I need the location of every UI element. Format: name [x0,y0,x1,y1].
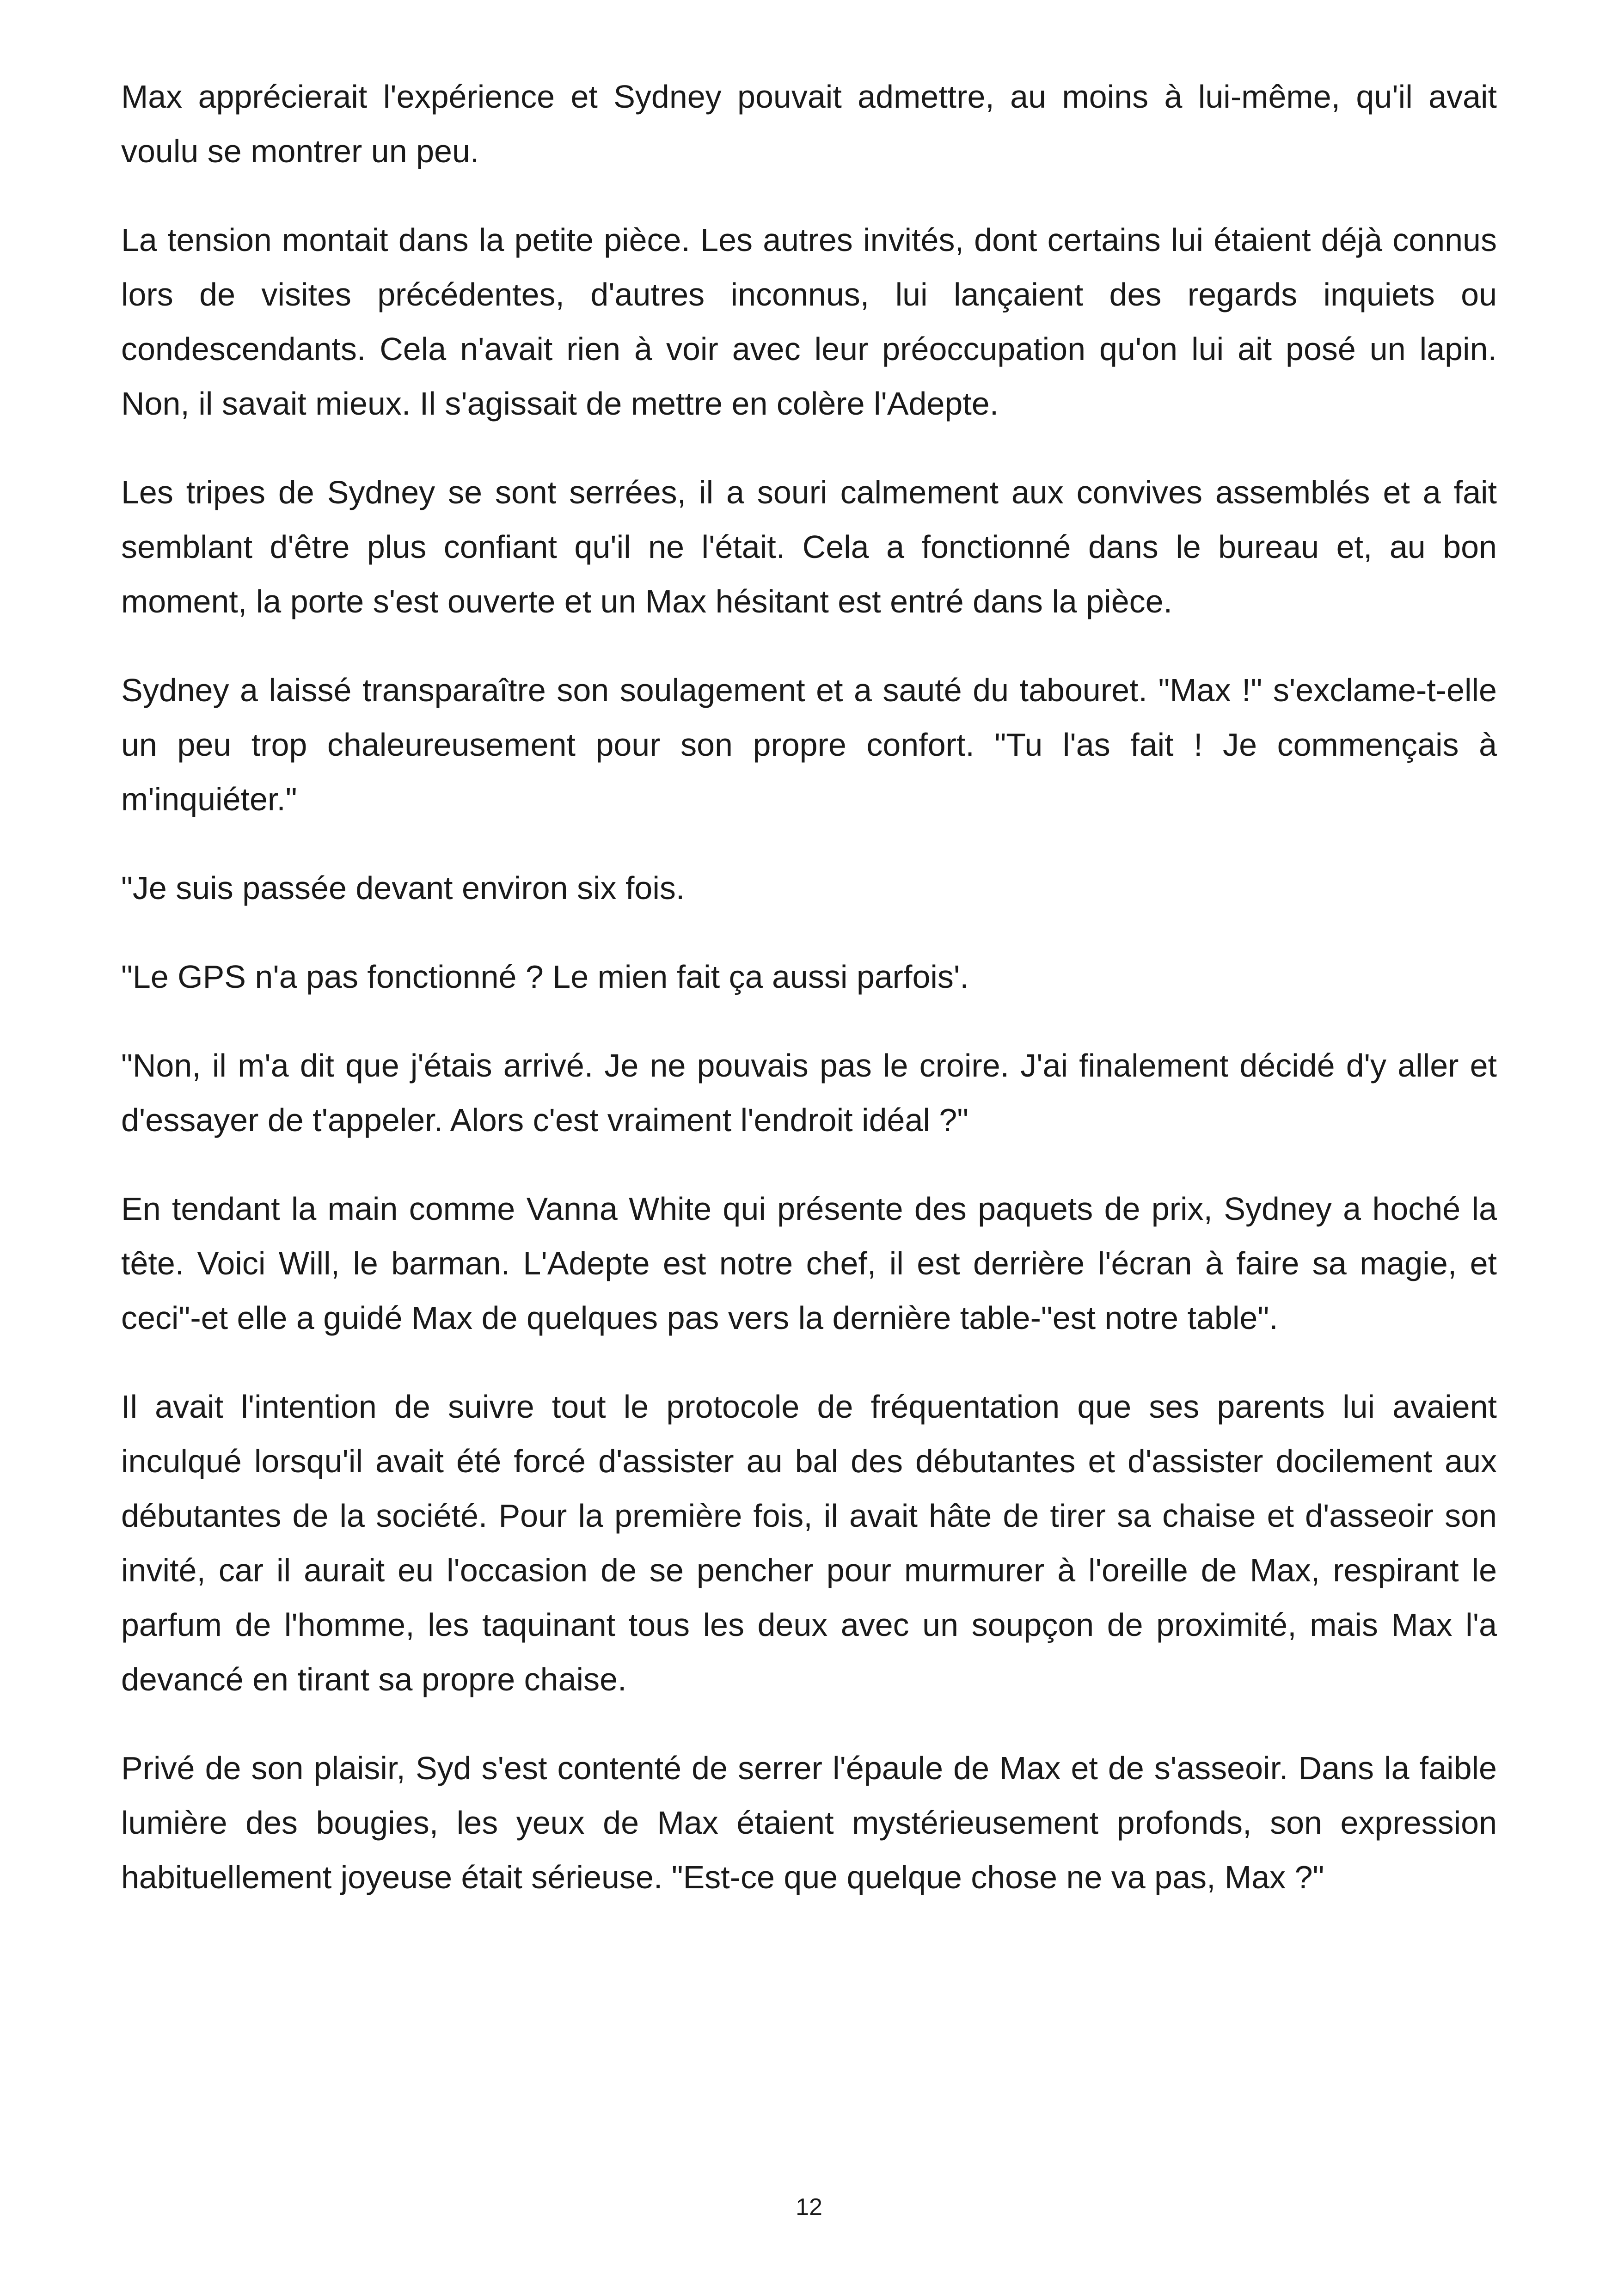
paragraph-8: En tendant la main comme Vanna White qui présente des paquets de prix, Sydney a hoché la tête. Voici Will, le barman. L'Adepte est notre chef, il est derrière l'écran à faire sa magie, et ceci"-et elle a guidé Max de quelques pas vers la dernière table-"est notre table". [121,1191,1497,1336]
page-number: 12 [796,2194,822,2221]
paragraph-5: "Je suis passée devant environ six fois. [121,870,685,906]
paragraph-1: Max apprécierait l'expérience et Sydney pouvait admettre, au moins à lui-même, qu'il avait voulu se montrer un peu. [121,79,1497,169]
paragraph-4: Sydney a laissé transparaître son soulagement et a sauté du tabouret. "Max !" s'exclame-t-elle un peu trop chaleureusement pour son propre confort. "Tu l'as fait ! Je commençais à m'inquiéter." [121,672,1497,817]
paragraph-10: Privé de son plaisir, Syd s'est contenté de serrer l'épaule de Max et de s'asseoir. Dans la faible lumière des bougies, les yeux de Max étaient mystérieusement profonds, son expression habituellement joyeuse était sérieuse. "Est-ce que quelque chose ne va pas, Max ?" [121,1750,1497,1895]
paragraph-9: Il avait l'intention de suivre tout le protocole de fréquentation que ses parents lui avaient inculqué lorsqu'il avait été forcé d'assister au bal des débutantes et d'assister docilement aux débutantes de la société. Pour la première fois, il avait hâte de tirer sa chaise et d'asseoir son invité, car il aurait eu l'occasion de se pencher pour murmurer à l'oreille de Max, respirant le parfum de l'homme, les taquinant tous les deux avec un soupçon de proximité, mais Max l'a devancé en tirant sa propre chaise. [121,1389,1497,1697]
body-text [121,69,1497,1939]
paragraph-2: La tension montait dans la petite pièce. Les autres invités, dont certains lui étaient déjà connus lors de visites précédentes, d'autres inconnus, lui lançaient des regards inquiets ou condescendants. Cela n'avait rien à voir avec leur préoccupation qu'on lui ait posé un lapin. Non, il savait mieux. Il s'agissait de mettre en colère l'Adepte. [121,222,1497,422]
paragraph-7: "Non, il m'a dit que j'étais arrivé. Je ne pouvais pas le croire. J'ai finalement décidé d'y aller et d'essayer de t'appeler. Alors c'est vraiment l'endroit idéal ?" [121,1047,1497,1138]
paragraph-6: "Le GPS n'a pas fonctionné ? Le mien fait ça aussi parfois'. [121,959,969,995]
paragraph-3: Les tripes de Sydney se sont serrées, il a souri calmement aux convives assemblés et a fait semblant d'être plus confiant qu'il ne l'était. Cela a fonctionné dans le bureau et, au bon moment, la porte s'est ouverte et un Max hésitant est entré dans la pièce. [121,474,1497,619]
